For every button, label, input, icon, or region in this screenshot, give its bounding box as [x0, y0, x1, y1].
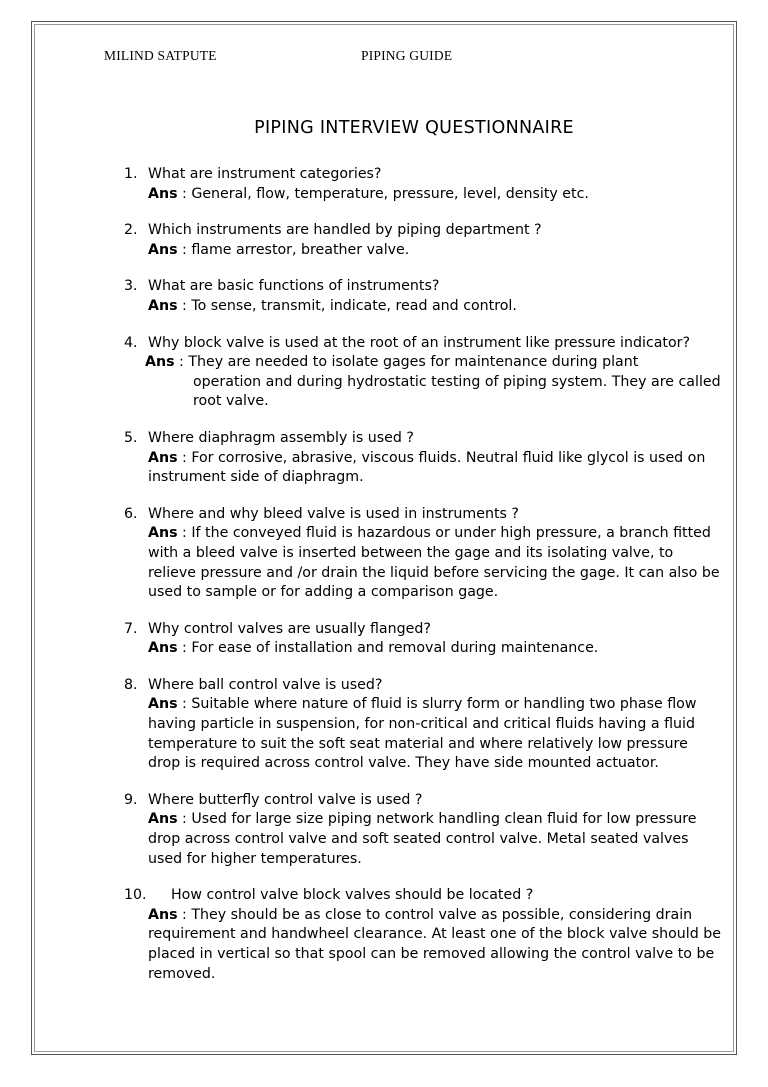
answer-label: Ans — [148, 525, 178, 542]
question-list — [124, 165, 724, 1001]
question-text: Which instruments are handled by piping department ? — [148, 222, 542, 239]
question-text: What are instrument categories? — [148, 166, 382, 182]
question-number: 5. — [124, 429, 138, 446]
answer-text: Ans : They should be as close to control valve as possible, considering drain requirement and handwheel clearance. At least one of the block valve should be placed in vertical so that spool can be removed allowing the control valve to be removed. — [148, 906, 721, 982]
question-item-10 — [124, 886, 724, 984]
header-author: MILIND SATPUTE — [104, 48, 217, 63]
question-text: Why block valve is used at the root of an instrument like pressure indicator? — [148, 334, 691, 351]
question-number: 1. — [124, 166, 138, 182]
question-item-2 — [124, 221, 724, 260]
question-number: 3. — [124, 278, 138, 295]
question-text: What are basic functions of instruments? — [148, 278, 440, 295]
question-number: 9. — [124, 791, 138, 808]
question-item-6 — [124, 505, 724, 603]
answer-text: Ans : For corrosive, abrasive, viscous fluids. Neutral fluid like glycol is used on instrument side of diaphragm. — [148, 449, 706, 486]
answer-label: Ans — [148, 241, 178, 258]
answer-text: Ans : General, flow, temperature, pressure, level, density etc. — [148, 185, 589, 202]
question-number: 10. — [124, 887, 147, 904]
question-number: 7. — [124, 620, 138, 637]
answer-text: Ans : To sense, transmit, indicate, read and control. — [148, 297, 517, 314]
question-number: 4. — [124, 334, 138, 351]
answer-label: Ans — [148, 811, 178, 828]
answer-text: Ans : flame arrestor, breather valve. — [148, 241, 410, 258]
question-text: Why control valves are usually flanged? — [148, 620, 431, 637]
question-number: 8. — [124, 676, 138, 693]
page-header — [104, 48, 664, 68]
question-text: Where diaphragm assembly is used ? — [148, 429, 414, 446]
answer-text: Ans : For ease of installation and removal during maintenance. — [148, 640, 599, 657]
header-guide-title: PIPING GUIDE — [361, 48, 453, 63]
question-text: Where butterfly control valve is used ? — [148, 791, 423, 808]
answer-text: Ans : They are needed to isolate gages for maintenance during plant operation and during hydrostatic testing of piping system. They are called root valve. — [145, 354, 721, 410]
answer-label: Ans — [145, 354, 175, 371]
question-item-4 — [124, 334, 724, 412]
question-item-5 — [124, 429, 724, 488]
answer-label: Ans — [148, 640, 178, 657]
answer-label: Ans — [148, 185, 178, 202]
question-text: Where and why bleed valve is used in instruments ? — [148, 505, 519, 522]
answer-label: Ans — [148, 449, 178, 466]
question-item-8 — [124, 676, 724, 774]
document-title: PIPING INTERVIEW QUESTIONNAIRE — [254, 118, 574, 138]
question-number: 6. — [124, 505, 138, 522]
answer-label: Ans — [148, 906, 178, 923]
question-item-1 — [124, 165, 724, 204]
answer-text: Ans : Suitable where nature of fluid is slurry form or handling two phase flow having particle in suspension, for non-critical and critical fluids having a fluid temperature to suit the soft seat material and where relatively low pressure drop is required across control valve. They have side mounted actuator. — [148, 696, 697, 772]
question-text: Where ball control valve is used? — [148, 676, 383, 693]
question-item-9 — [124, 791, 724, 869]
answer-text: Ans : Used for large size piping network handling clean fluid for low pressure drop across control valve and soft seated control valve. Metal seated valves used for higher temperatures. — [148, 811, 697, 867]
question-text: How control valve block valves should be located ? — [171, 887, 534, 904]
answer-text: Ans : If the conveyed fluid is hazardous or under high pressure, a branch fitted with a bleed valve is inserted between the gage and its isolating valve, to relieve pressure and /or drain the liquid before servicing the gage. It can also be used to sample or for adding a comparison gage. — [148, 525, 720, 601]
question-number: 2. — [124, 222, 138, 239]
answer-label: Ans — [148, 696, 178, 713]
question-item-3 — [124, 277, 724, 316]
question-item-7 — [124, 620, 724, 659]
answer-label: Ans — [148, 297, 178, 314]
